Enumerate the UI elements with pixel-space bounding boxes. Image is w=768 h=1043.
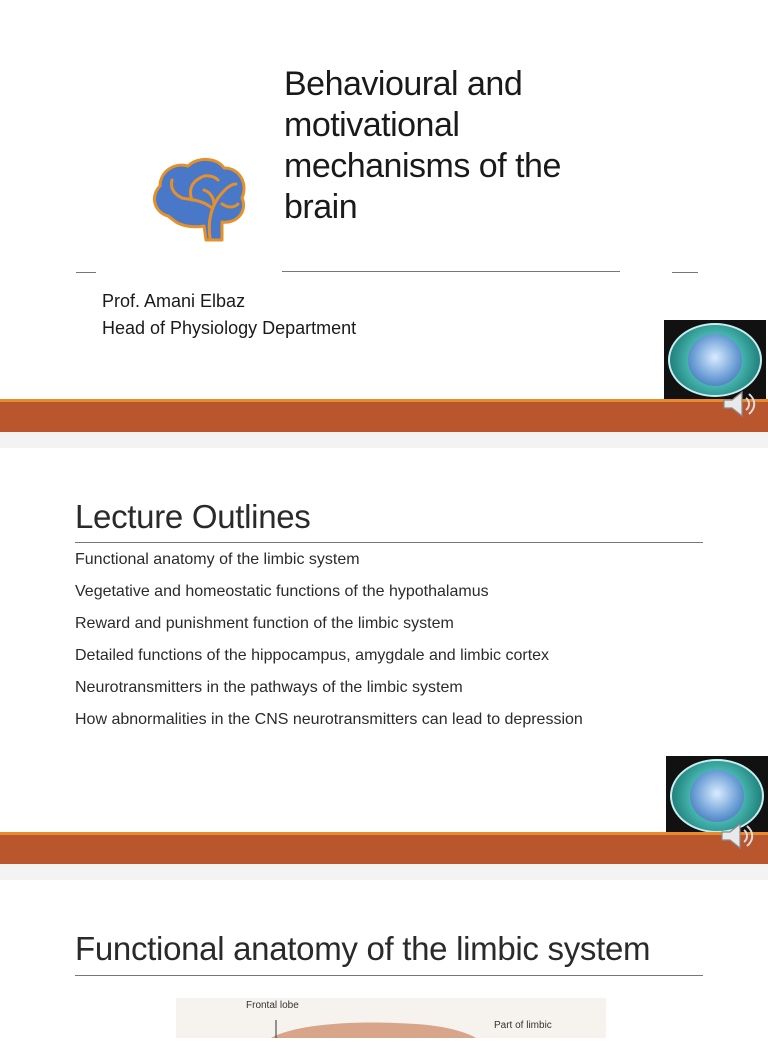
figure-label-frontal-lobe: Frontal lobe [246, 1000, 299, 1011]
list-item: Functional anatomy of the limbic system [75, 551, 360, 568]
title-underline [75, 542, 703, 543]
title-line: motivational [284, 106, 460, 144]
presenter-role: Head of Physiology Department [102, 318, 357, 338]
list-item: Reward and punishment function of the limbic system [75, 615, 454, 632]
brain-diagram [176, 998, 606, 1038]
slide-gap [0, 432, 768, 448]
title-line: Behavioural and [284, 65, 523, 103]
divider-left [76, 272, 96, 273]
title-underline [75, 975, 703, 976]
list-item: Vegetative and homeostatic functions of the hypothalamus [75, 583, 489, 600]
presenter-info [102, 288, 356, 342]
title-slide [0, 0, 768, 432]
presenter-name: Prof. Amani Elbaz [102, 291, 246, 311]
presentation-title [284, 64, 604, 228]
divider-center [282, 271, 620, 272]
anatomy-slide [0, 880, 768, 1031]
slide-title: Functional anatomy of the limbic system [75, 930, 651, 967]
title-line: mechanisms of the [284, 147, 561, 185]
title-line: brain [284, 188, 358, 226]
list-item: Detailed functions of the hippocampus, amygdale and limbic cortex [75, 647, 550, 664]
brain-icon [148, 154, 248, 244]
brain-diagram-figure [176, 998, 606, 1038]
divider-right [672, 272, 698, 273]
figure-label-limbic: Part of limbic [494, 1020, 552, 1031]
slide-title: Lecture Outlines [75, 498, 311, 535]
accent-band [0, 402, 768, 432]
outline-slide [0, 448, 768, 864]
list-item: How abnormalities in the CNS neurotransmitters can lead to depression [75, 711, 583, 728]
outline-list [75, 544, 583, 736]
audio-speaker-icon[interactable] [716, 820, 756, 852]
audio-speaker-icon[interactable] [718, 388, 758, 420]
slide-gap [0, 864, 768, 880]
list-item: Neurotransmitters in the pathways of the limbic system [75, 679, 463, 696]
accent-band [0, 835, 768, 864]
